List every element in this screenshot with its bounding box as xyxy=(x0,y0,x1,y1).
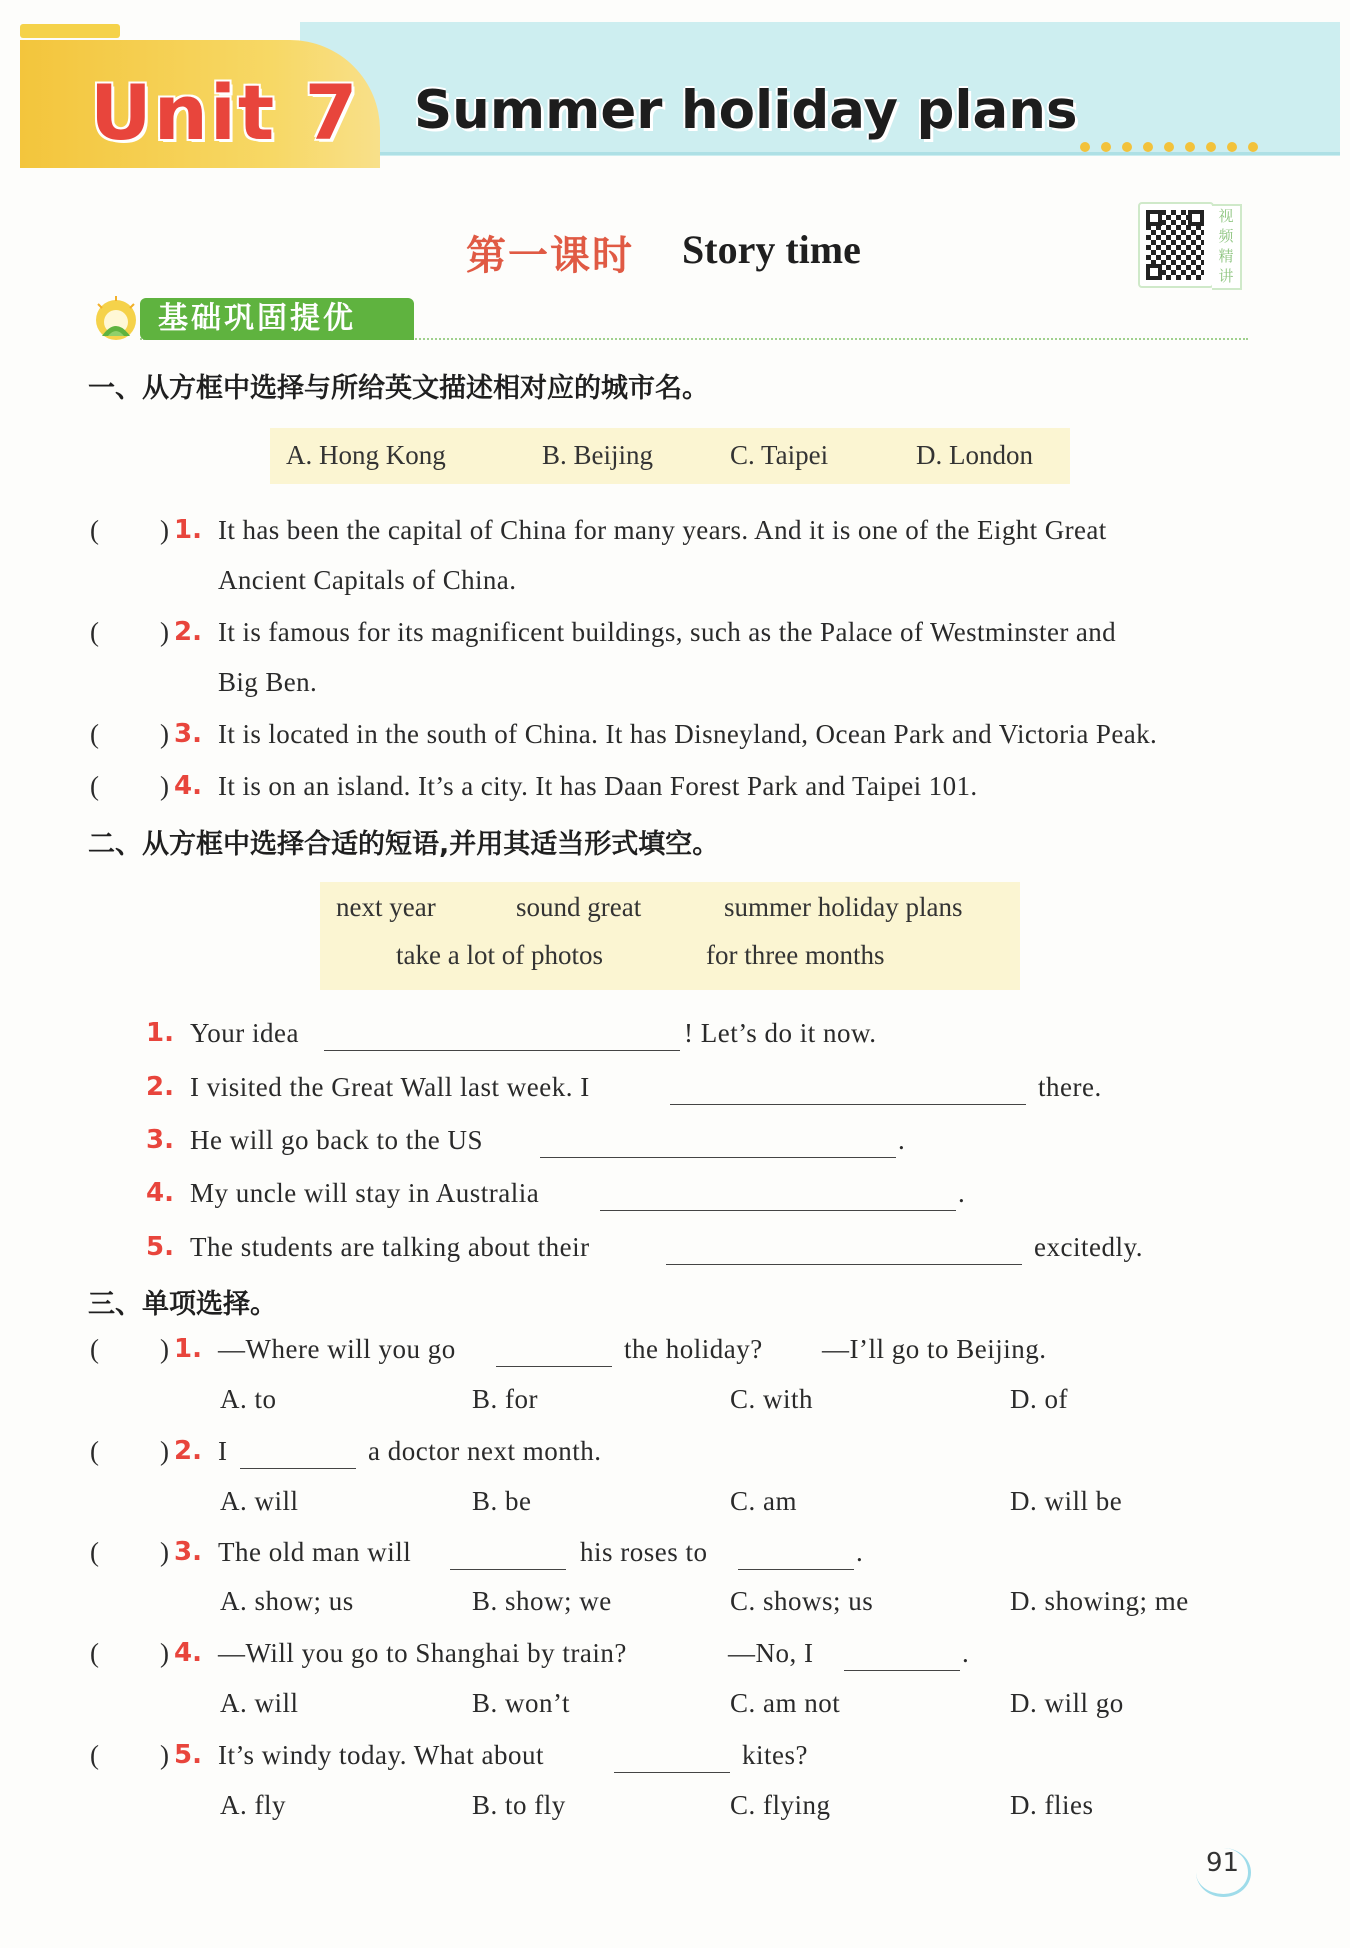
question-number: 2. xyxy=(174,617,202,647)
answer-blank[interactable] xyxy=(844,1670,960,1671)
choice-d[interactable]: D. will go xyxy=(1010,1688,1124,1718)
choice-b[interactable]: B. for xyxy=(472,1384,538,1414)
question-number: 5. xyxy=(174,1740,202,1770)
choice-b[interactable]: B. be xyxy=(472,1486,532,1516)
question-text: It is on an island. It’s a city. It has Daan Forest Park and Taipei 101. xyxy=(218,771,978,801)
answer-blank[interactable] xyxy=(324,1050,680,1051)
item-text: . xyxy=(958,1178,966,1208)
answer-paren-open: ( xyxy=(90,719,99,749)
phrase: next year xyxy=(336,892,436,922)
answer-blank[interactable] xyxy=(600,1210,956,1211)
answer-paren-open: ( xyxy=(90,1740,99,1770)
question-number: 1. xyxy=(174,515,202,545)
item-number: 3. xyxy=(146,1125,174,1155)
item-text: ! Let’s do it now. xyxy=(684,1018,877,1048)
answer-paren-close: ) xyxy=(160,719,169,749)
question-text: It is famous for its magnificent buildings, such as the Palace of Westminster and xyxy=(218,617,1117,647)
lesson-story-title: Story time xyxy=(682,227,861,272)
question-text: the holiday? xyxy=(624,1334,763,1364)
question-text: It’s windy today. What about xyxy=(218,1740,544,1770)
answer-blank[interactable] xyxy=(738,1569,854,1570)
lesson-period-title: 第一课时 xyxy=(466,233,634,278)
question-number: 4. xyxy=(174,1638,202,1668)
choice-d[interactable]: D. flies xyxy=(1010,1790,1094,1820)
item-text: . xyxy=(898,1125,906,1155)
city-options-box xyxy=(270,428,1070,484)
choice-a[interactable]: A. will xyxy=(220,1688,299,1718)
question-number: 3. xyxy=(174,1537,202,1567)
item-text: I visited the Great Wall last week. I xyxy=(190,1072,590,1102)
answer-paren-open: ( xyxy=(90,617,99,647)
qr-video-label: 视 频 精 讲 xyxy=(1212,204,1242,290)
phrase: sound great xyxy=(516,892,642,922)
question-text: kites? xyxy=(742,1740,808,1770)
answer-blank[interactable] xyxy=(240,1468,356,1469)
answer-blank[interactable] xyxy=(666,1264,1022,1265)
item-number: 2. xyxy=(146,1072,174,1102)
choice-c[interactable]: C. flying xyxy=(730,1790,831,1820)
answer-paren-close: ) xyxy=(160,515,169,545)
answer-paren-close: ) xyxy=(160,1436,169,1466)
answer-paren-close: ) xyxy=(160,617,169,647)
unit-subject-title: Summer holiday plans xyxy=(414,80,1078,141)
question-text: I xyxy=(218,1436,228,1466)
choice-c[interactable]: C. am xyxy=(730,1486,797,1516)
question-text: —Will you go to Shanghai by train? xyxy=(218,1638,627,1668)
answer-blank[interactable] xyxy=(540,1157,896,1158)
choice-d[interactable]: D. of xyxy=(1010,1384,1068,1414)
choice-b[interactable]: B. to fly xyxy=(472,1790,566,1820)
question-text: . xyxy=(856,1537,864,1567)
decorative-dots xyxy=(1080,142,1258,152)
option-b: B. Beijing xyxy=(542,440,654,470)
choice-b[interactable]: B. show; we xyxy=(472,1586,612,1616)
item-text: excitedly. xyxy=(1034,1232,1143,1262)
answer-paren-open: ( xyxy=(90,1436,99,1466)
choice-b[interactable]: B. won’t xyxy=(472,1688,571,1718)
lightbulb-icon xyxy=(92,296,140,344)
item-text: Your idea xyxy=(190,1018,300,1048)
answer-paren-close: ) xyxy=(160,1740,169,1770)
question-text: . xyxy=(962,1638,970,1668)
question-number: 4. xyxy=(174,771,202,801)
choice-d[interactable]: D. showing; me xyxy=(1010,1586,1189,1616)
answer-blank[interactable] xyxy=(614,1772,730,1773)
phrase-options-box xyxy=(320,882,1020,990)
answer-blank[interactable] xyxy=(496,1366,612,1367)
answer-paren-close: ) xyxy=(160,1638,169,1668)
phrase: summer holiday plans xyxy=(724,892,963,922)
question-text: It is located in the south of China. It has Disneyland, Ocean Park and Victoria Peak. xyxy=(218,719,1158,749)
option-c: C. Taipei xyxy=(730,440,829,470)
answer-paren-open: ( xyxy=(90,1638,99,1668)
question-text-cont: Ancient Capitals of China. xyxy=(218,565,517,595)
question-text-cont: Big Ben. xyxy=(218,667,318,697)
question-text: a doctor next month. xyxy=(368,1436,602,1466)
choice-c[interactable]: C. shows; us xyxy=(730,1586,874,1616)
unit-title: Unit 7 xyxy=(90,68,360,157)
banner-accent-strip xyxy=(20,24,120,38)
answer-paren-close: ) xyxy=(160,1334,169,1364)
choice-c[interactable]: C. with xyxy=(730,1384,814,1414)
question-text: —Where will you go xyxy=(218,1334,456,1364)
item-number: 4. xyxy=(146,1178,174,1208)
choice-a[interactable]: A. will xyxy=(220,1486,299,1516)
section-2-heading: 二、从方框中选择合适的短语,并用其适当形式填空。 xyxy=(88,829,720,860)
answer-paren-open: ( xyxy=(90,1537,99,1567)
answer-paren-close: ) xyxy=(160,1537,169,1567)
choice-a[interactable]: A. to xyxy=(220,1384,277,1414)
answer-paren-open: ( xyxy=(90,771,99,801)
question-text: The old man will xyxy=(218,1537,412,1567)
question-number: 1. xyxy=(174,1334,202,1364)
item-text: there. xyxy=(1038,1072,1102,1102)
choice-d[interactable]: D. will be xyxy=(1010,1486,1123,1516)
section-1-heading: 一、从方框中选择与所给英文描述相对应的城市名。 xyxy=(88,373,709,404)
section-3-heading: 三、单项选择。 xyxy=(88,1289,277,1320)
question-text: —No, I xyxy=(728,1638,814,1668)
phrase: for three months xyxy=(706,940,885,970)
choice-a[interactable]: A. show; us xyxy=(220,1586,354,1616)
banner-underline xyxy=(300,152,1340,155)
item-text: The students are talking about their xyxy=(190,1232,590,1262)
question-text: It has been the capital of China for many years. And it is one of the Eight Great xyxy=(218,515,1107,545)
answer-blank[interactable] xyxy=(450,1569,566,1570)
choice-a[interactable]: A. fly xyxy=(220,1790,286,1820)
item-number: 1. xyxy=(146,1018,174,1048)
answer-paren-close: ) xyxy=(160,771,169,801)
question-number: 2. xyxy=(174,1436,202,1466)
section-badge: 基础巩固提优 xyxy=(140,298,414,340)
answer-blank[interactable] xyxy=(670,1104,1026,1105)
choice-c[interactable]: C. am not xyxy=(730,1688,841,1718)
option-d: D. London xyxy=(916,440,1033,470)
question-text: —I’ll go to Beijing. xyxy=(822,1334,1047,1364)
phrase: take a lot of photos xyxy=(396,940,603,970)
qr-code-icon[interactable] xyxy=(1138,202,1214,288)
option-a: A. Hong Kong xyxy=(286,440,446,470)
answer-paren-open: ( xyxy=(90,1334,99,1364)
question-text: his roses to xyxy=(580,1537,708,1567)
item-text: He will go back to the US xyxy=(190,1125,483,1155)
item-number: 5. xyxy=(146,1232,174,1262)
answer-paren-open: ( xyxy=(90,515,99,545)
question-number: 3. xyxy=(174,719,202,749)
page-number: 91 xyxy=(1206,1848,1240,1878)
item-text: My uncle will stay in Australia xyxy=(190,1178,540,1208)
